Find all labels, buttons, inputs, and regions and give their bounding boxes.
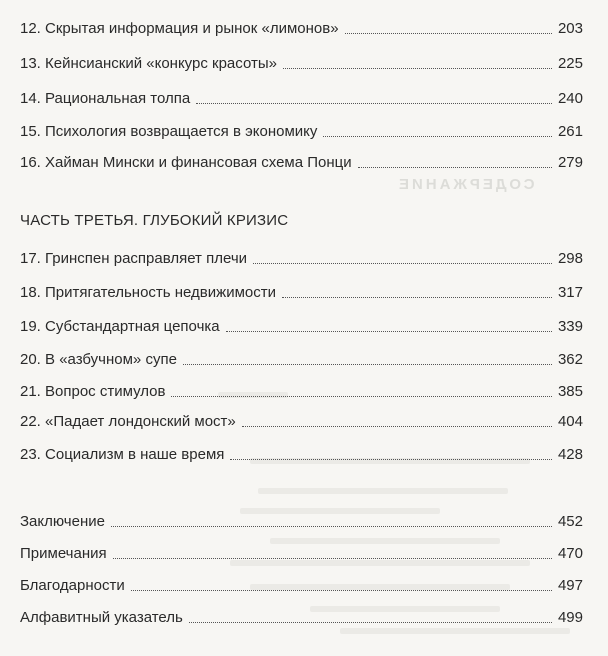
toc-entry-21	[20, 377, 583, 401]
dot-leader	[283, 67, 552, 69]
dot-leader	[242, 425, 552, 427]
toc-entry-title: 16. Хайман Мински и финансовая схема Понци	[20, 154, 352, 171]
toc-entry-title: Благодарности	[20, 577, 125, 594]
toc-entry-title: 13. Кейнсианский «конкурс красоты»	[20, 55, 277, 72]
toc-entry-index	[20, 603, 583, 627]
dot-leader	[358, 166, 552, 168]
toc-entry-conclusion	[20, 507, 583, 531]
toc-entry-title: Заключение	[20, 513, 105, 530]
toc-entry-page: 428	[557, 446, 583, 463]
dot-leader	[282, 296, 552, 298]
dot-leader	[196, 102, 552, 104]
toc-entry-page: 452	[557, 513, 583, 530]
toc-entry-15	[20, 117, 583, 141]
dot-leader	[230, 458, 552, 460]
toc-entry-title: 19. Субстандартная цепочка	[20, 318, 220, 335]
toc-entry-page: 225	[557, 55, 583, 72]
dot-leader	[171, 395, 551, 397]
show-through-heading: СОДЕРЖАНИЕ	[396, 176, 535, 193]
part-three-heading: ЧАСТЬ ТРЕТЬЯ. ГЛУБОКИЙ КРИЗИС	[20, 212, 289, 229]
toc-entry-page: 497	[557, 577, 583, 594]
toc-entry-12	[20, 14, 583, 38]
toc-entry-23	[20, 440, 583, 464]
toc-entry-16	[20, 148, 583, 172]
dot-leader	[131, 589, 552, 591]
toc-entry-page: 470	[557, 545, 583, 562]
toc-entry-19	[20, 312, 583, 336]
dot-leader	[111, 525, 552, 527]
toc-entry-page: 404	[557, 413, 583, 430]
toc-entry-22	[20, 407, 583, 431]
toc-entry-page: 298	[557, 250, 583, 267]
toc-entry-page: 240	[557, 90, 583, 107]
toc-entry-title: Алфавитный указатель	[20, 609, 183, 626]
dot-leader	[183, 363, 552, 365]
toc-entry-title: 14. Рациональная толпа	[20, 90, 191, 107]
toc-entry-acknowledgements	[20, 571, 583, 595]
toc-entry-page: 362	[557, 351, 583, 368]
dot-leader	[253, 262, 552, 264]
toc-entry-title: 22. «Падает лондонский мост»	[20, 413, 236, 430]
toc-entry-title: 17. Гринспен расправляет плечи	[20, 250, 248, 267]
dot-leader	[323, 135, 552, 137]
toc-entry-title: 20. В «азбучном» супе	[20, 351, 177, 368]
toc-entry-18	[20, 278, 583, 302]
toc-entry-13	[20, 49, 583, 73]
toc-entry-page: 261	[557, 123, 583, 140]
toc-entry-notes	[20, 539, 583, 563]
dot-leader	[113, 557, 552, 559]
toc-entry-page: 203	[557, 20, 583, 37]
toc-entry-title: 15. Психология возвращается в экономику	[20, 123, 318, 140]
toc-entry-page: 385	[557, 383, 583, 400]
dot-leader	[226, 330, 552, 332]
toc-entry-14	[20, 84, 583, 108]
toc-entry-title: 21. Вопрос стимулов	[20, 383, 166, 400]
toc-entry-page: 499	[557, 609, 583, 626]
toc-entry-title: 23. Социализм в наше время	[20, 446, 225, 463]
toc-entry-title: Примечания	[20, 545, 107, 562]
dot-leader	[189, 621, 552, 623]
toc-entry-17	[20, 244, 583, 268]
toc-entry-page: 279	[557, 154, 583, 171]
dot-leader	[345, 32, 552, 34]
toc-entry-20	[20, 345, 583, 369]
toc-entry-title: 12. Скрытая информация и рынок «лимонов»	[20, 20, 339, 37]
toc-entry-title: 18. Притягательность недвижимости	[20, 284, 276, 301]
toc-entry-page: 339	[557, 318, 583, 335]
toc-entry-page: 317	[557, 284, 583, 301]
